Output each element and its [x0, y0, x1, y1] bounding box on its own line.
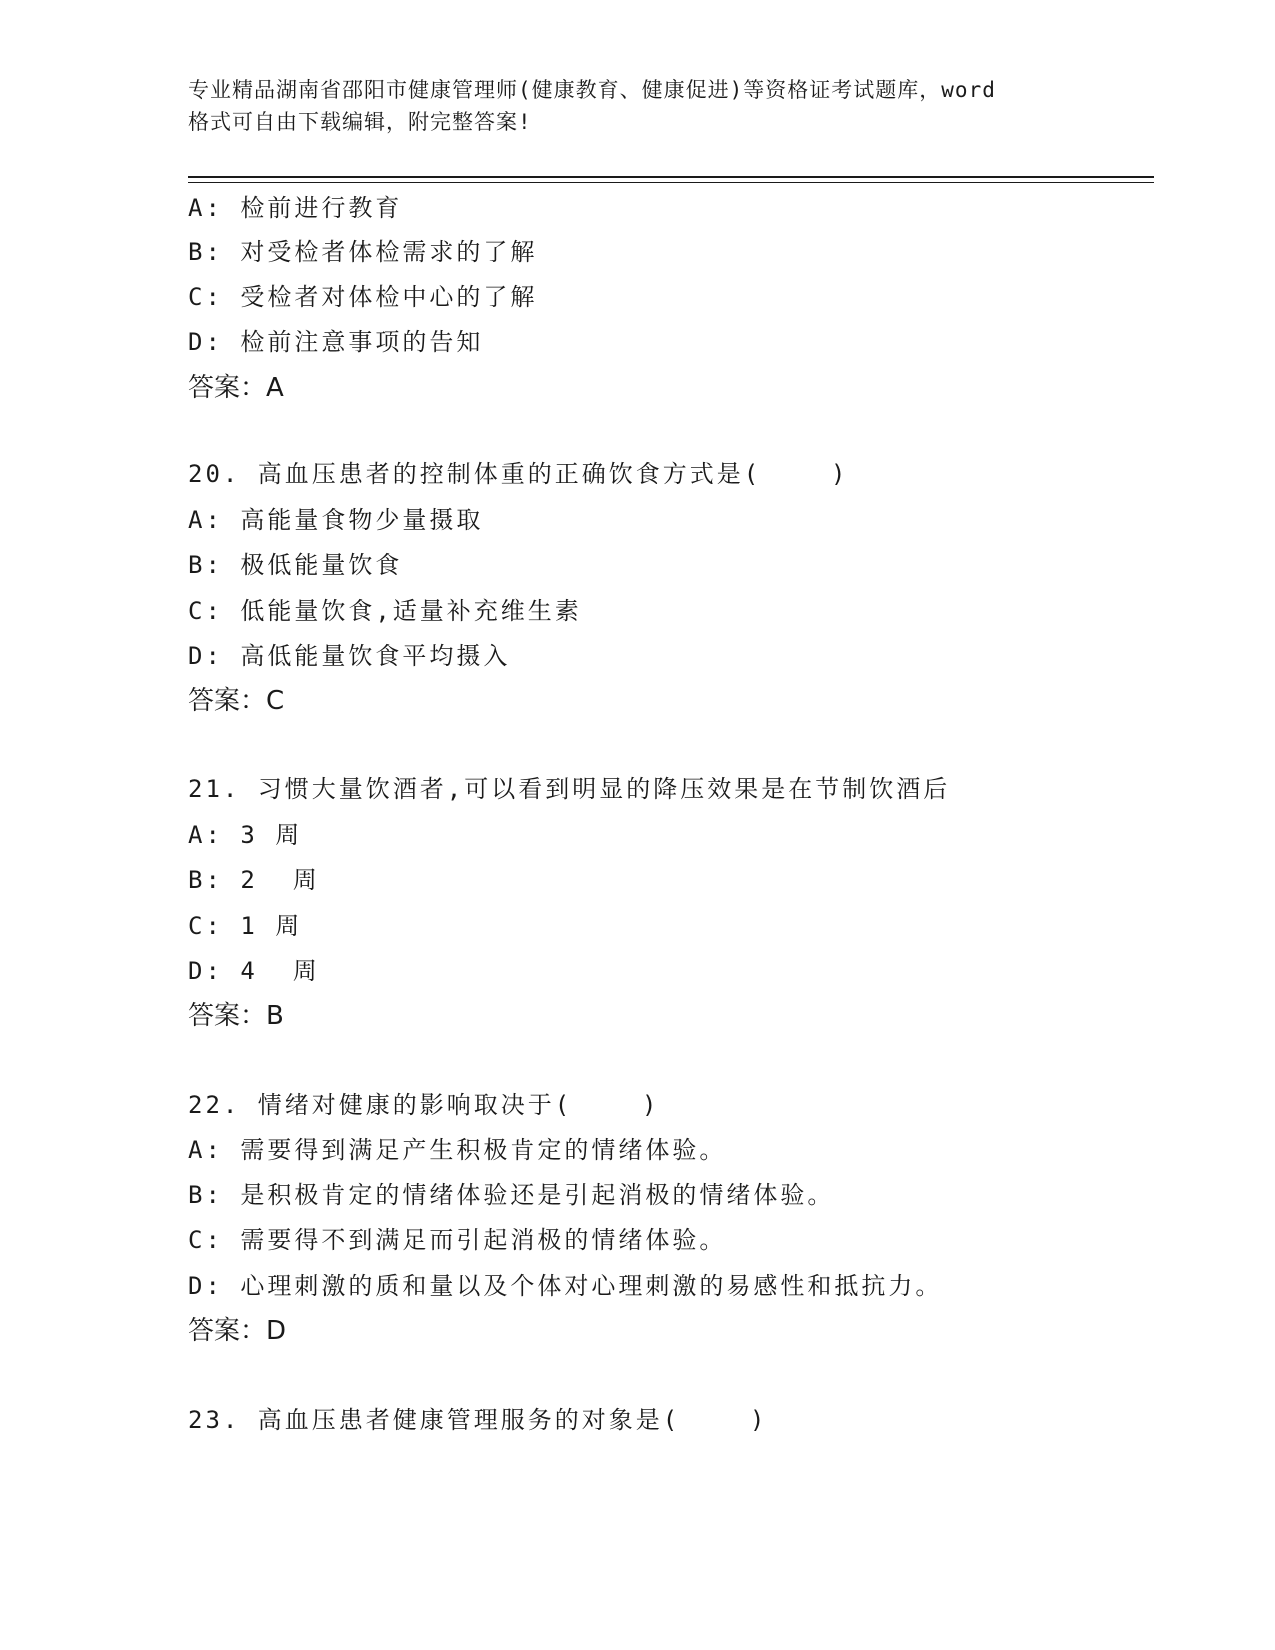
header-rule-thin [188, 182, 1154, 183]
q22-answer: 答案：D [188, 1316, 287, 1346]
q23-stem: 23. 高血压患者健康管理服务的对象是( ) [188, 1406, 768, 1434]
q19-option-a: A: 检前进行教育 [188, 194, 403, 222]
q21-option-a: A: 3 周 [188, 821, 303, 849]
header-line-1: 专业精品湖南省邵阳市健康管理师(健康教育、健康促进)等资格证考试题库，word [188, 78, 996, 102]
q19-answer: 答案：A [188, 373, 284, 403]
q20-option-a: A: 高能量食物少量摄取 [188, 506, 484, 534]
q21-option-d: D: 4 周 [188, 957, 320, 985]
q22-option-c: C: 需要得不到满足而引起消极的情绪体验。 [188, 1226, 727, 1254]
header-line-2: 格式可自由下载编辑，附完整答案! [188, 110, 532, 134]
q22-option-b: B: 是积极肯定的情绪体验还是引起消极的情绪体验。 [188, 1181, 835, 1209]
q19-option-d: D: 检前注意事项的告知 [188, 328, 484, 356]
q22-option-a: A: 需要得到满足产生积极肯定的情绪体验。 [188, 1136, 727, 1164]
q20-stem: 20. 高血压患者的控制体重的正确饮食方式是( ) [188, 460, 849, 488]
q22-option-d: D: 心理刺激的质和量以及个体对心理刺激的易感性和抵抗力。 [188, 1272, 943, 1300]
q21-option-c: C: 1 周 [188, 912, 303, 940]
q20-option-d: D: 高低能量饮食平均摄入 [188, 642, 511, 670]
header-rule-thick [188, 176, 1154, 178]
q20-option-b: B: 极低能量饮食 [188, 551, 403, 579]
q20-option-c: C: 低能量饮食,适量补充维生素 [188, 597, 582, 625]
page-header [188, 74, 1088, 138]
q21-stem: 21. 习惯大量饮酒者,可以看到明显的降压效果是在节制饮酒后 [188, 775, 951, 803]
q21-option-b: B: 2 周 [188, 866, 320, 894]
q20-answer: 答案：C [188, 686, 285, 716]
q22-stem: 22. 情绪对健康的影响取决于( ) [188, 1091, 660, 1119]
q19-option-b: B: 对受检者体检需求的了解 [188, 238, 538, 266]
q21-answer: 答案：B [188, 1001, 284, 1031]
q19-option-c: C: 受检者对体检中心的了解 [188, 283, 538, 311]
